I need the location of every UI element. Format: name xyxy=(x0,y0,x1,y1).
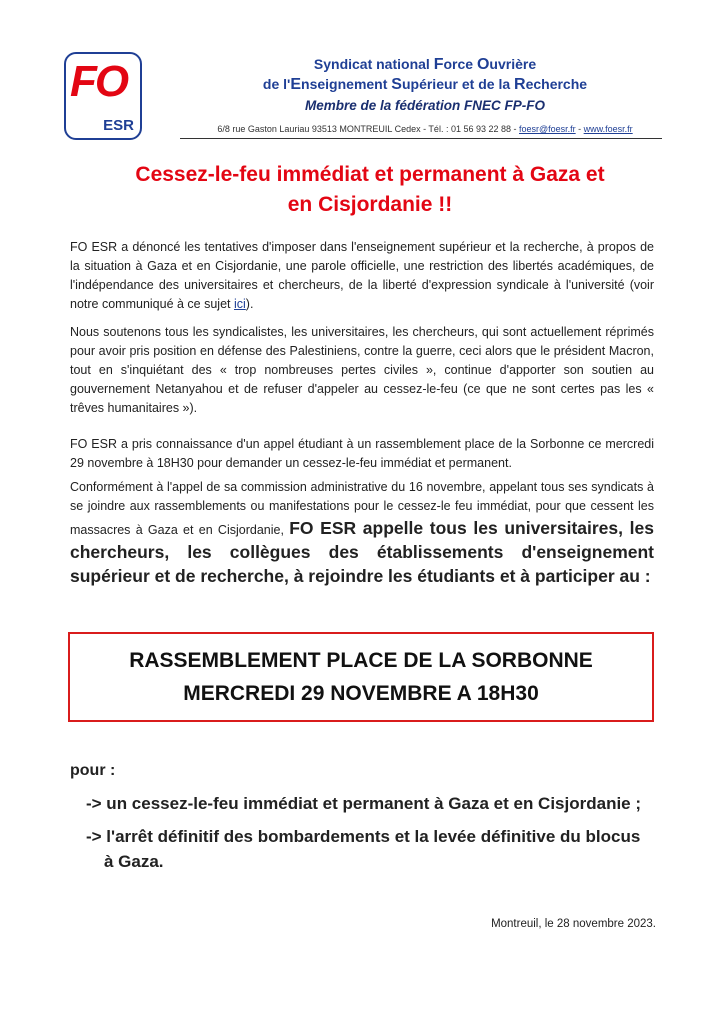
header-text: S xyxy=(391,76,402,93)
paragraph-text: Conformément à l'appel de sa commission administrative du 16 novembre, appelant tous ses syndicats à se joindre aux rassemblements ou manifestations pour le cessez-le feu immédiat, pour que cessent les massacres à Gaza et en Cisjordanie, xyxy=(70,480,654,537)
header-text: orce xyxy=(443,56,477,72)
header-text: R xyxy=(514,76,526,93)
title-line-1: Cessez-le-feu immédiat et permanent à Gaza et xyxy=(135,163,605,186)
paragraph-1 xyxy=(70,238,654,314)
demand-item-1: -> un cessez-le-feu immédiat et permanent à Gaza et en Cisjordanie ; xyxy=(86,794,642,813)
paragraph-text: ). xyxy=(245,297,254,311)
paragraph-4 xyxy=(70,478,654,588)
paragraph-3: FO ESR a pris connaissance d'un appel étudiant à un rassemblement place de la Sorbonne ce mercredi 29 novembre à 18H30 pour demander un cessez-le-feu immédiat et permanent. xyxy=(70,437,654,470)
communique-link[interactable]: ici xyxy=(233,297,246,311)
paragraph-text: FO ESR a dénoncé les tentatives d'imposer dans l'enseignement supérieur et la recherche, à propos de la situation à Gaza et en Cisjordanie, une parole officielle, une restriction des libertés académiques, de l'indépendance des universitaires et chercheurs, de la liberté d'expression syndicale à l'université (voir notre communiqué à ce sujet xyxy=(70,240,654,311)
email-link[interactable]: foesr@foesr.fr xyxy=(519,124,576,134)
document-date: Montreuil, le 28 novembre 2023. xyxy=(491,918,656,930)
paragraph-bold-call: FO ESR appelle tous les universitaires, les chercheurs, les collègues des établissements d'enseignement supérieur et de recherche, à rejoindre les étudiants et à participer au : xyxy=(70,518,654,586)
header-text: Syndicat national xyxy=(313,56,434,72)
header-text: de l' xyxy=(262,76,291,92)
logo-fo-text: FO xyxy=(70,57,128,106)
title-line-2: en Cisjordanie !! xyxy=(287,193,453,216)
header-line-2 xyxy=(190,76,660,94)
rally-date: MERCREDI 29 NOVEMBRE A 18H30 xyxy=(183,682,539,705)
header-text: E xyxy=(290,76,302,93)
header-text: uvrière xyxy=(489,56,537,72)
document-title xyxy=(80,160,660,220)
separator: - xyxy=(575,124,584,134)
paragraph-2: Nous soutenons tous les syndicalistes, les universitaires, les chercheurs, qui sont actuellement réprimés pour avoir pris position en défense des Palestiniens, contre la guerre, ceci alors que le président Macron, tout en s'inquiétant des « trop nombreuses pertes civiles », continue d'apporter son soutien au gouvernement Netanyahou et de refuser d'appeler au cessez-le-feu (ce que ne sont certes pas les « trêves humanitaires »). xyxy=(70,325,654,415)
rally-location: RASSEMBLEMENT PLACE DE LA SORBONNE xyxy=(129,649,593,672)
demand-item-2 xyxy=(86,824,666,874)
website-link[interactable]: www.foesr.fr xyxy=(583,124,633,134)
fo-esr-logo xyxy=(64,52,142,140)
header-text: echerche xyxy=(525,76,588,92)
header-text: nseignement xyxy=(301,76,392,92)
pour-label: pour : xyxy=(70,762,116,779)
header-line-1 xyxy=(190,56,660,74)
address-text: 6/8 rue Gaston Lauriau 93513 MONTREUIL Cedex - Tél. : 01 56 93 22 88 - xyxy=(217,124,519,134)
header-divider xyxy=(180,138,662,139)
logo-esr-text: ESR xyxy=(103,117,134,134)
demand-item-2-line-2: à Gaza. xyxy=(104,852,164,871)
address-line xyxy=(190,124,660,134)
header-text: upérieur et de la xyxy=(401,76,515,92)
header-text: F xyxy=(433,56,444,73)
rally-announcement-box xyxy=(68,632,654,722)
header-text: O xyxy=(476,56,490,73)
federation-line: Membre de la fédération FNEC FP-FO xyxy=(304,98,546,113)
demand-item-2-line-1: -> l'arrêt définitif des bombardements et la levée définitive du blocus xyxy=(86,827,641,846)
